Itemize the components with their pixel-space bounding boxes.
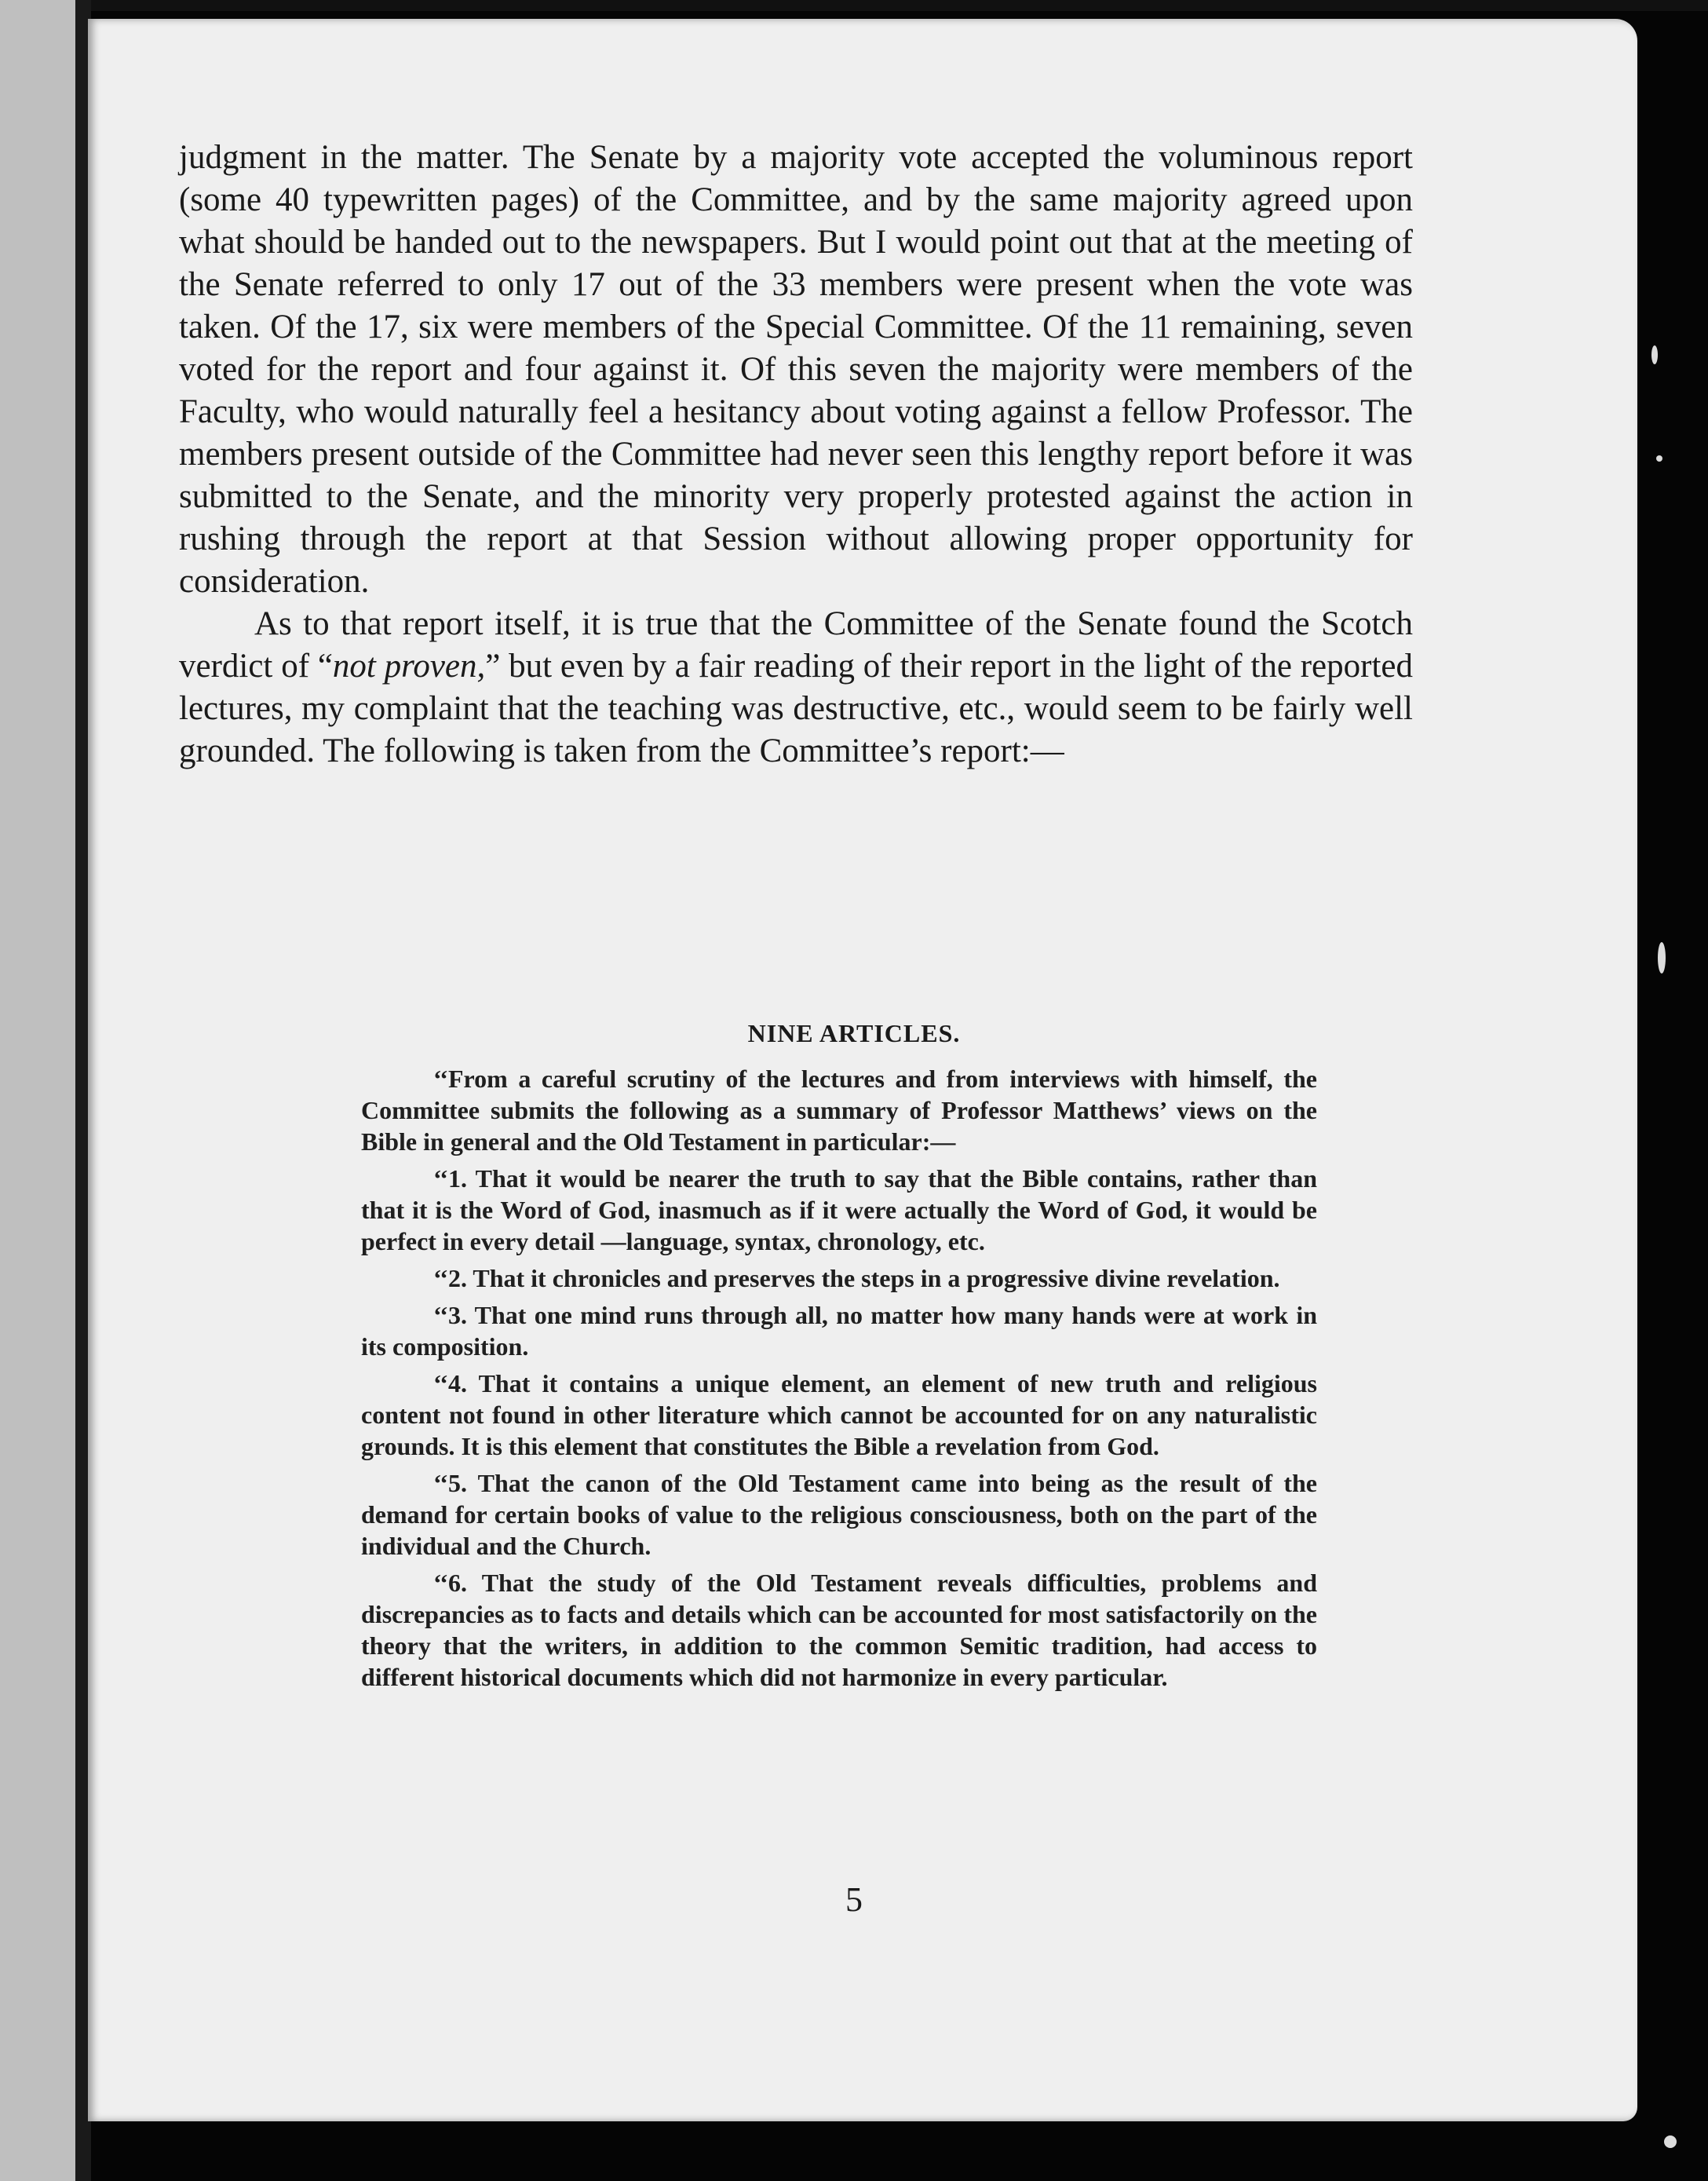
italic-phrase: not proven,	[332, 648, 486, 685]
scan-speck	[1664, 2135, 1677, 2148]
quote-paragraph: ‘‘From a careful scrutiny of the lectures and from interviews with himself, the Committee submits the following as a summary of Professor Matthews’ views on the Bible in general and the Old Testament in particular:—	[361, 1065, 1317, 1156]
quote-paragraph: ‘‘3. That one mind runs through all, no matter how many hands were at work in its composition.	[361, 1301, 1317, 1361]
page-number: 5	[845, 1880, 863, 1919]
scan-speck	[1658, 942, 1666, 974]
quote-paragraph: ‘‘6. That the study of the Old Testament reveals difficulties, problems and discrepancies as to facts and details which can be accounted for most satisfactorily on the theory that the writers, in addition to the common Semitic tradition, had access to different historical documents which did not harmonize in every particular.	[361, 1569, 1317, 1691]
scan-speck	[1656, 455, 1662, 462]
body-paragraph	[179, 603, 1413, 773]
scan-top-border	[0, 0, 1708, 11]
quote-paragraph: ‘‘4. That it contains a unique element, an element of new truth and religious content not found in other literature which cannot be accounted for on any naturalistic grounds. It is this element that constitutes the Bible a revelation from God.	[361, 1369, 1317, 1460]
quoted-report	[361, 1063, 1317, 1698]
scan-speck	[1651, 345, 1658, 364]
body-text	[179, 137, 1413, 773]
quote-paragraph: ‘‘1. That it would be nearer the truth to say that the Bible contains, rather than that it is the Word of God, inasmuch as if it were actually the Word of God, it would be perfect in every detail —language, syntax, chronology, etc.	[361, 1164, 1317, 1255]
body-paragraph: judgment in the matter. The Senate by a majority vote accepted the voluminous report (some 40 typewritten pages) of the Committee, and by the same majority agreed upon what should be handed out to the newspapers. But I would point out that at the meeting of the Senate referred to only 17 out of the 33 members were present when the vote was taken. Of the 17, six were members of the Special Committee. Of the 11 remaining, seven voted for the report and four against it. Of this seven the majority were members of the Faculty, who would naturally feel a hesitancy about voting against a fellow Professor. The members present outside of the Committee had never seen this lengthy report before it was submitted to the Senate, and the minority very properly protested against the action in rushing through the report at that Session without allowing proper opportunity for consideration.	[179, 139, 1413, 600]
quote-paragraph: ‘‘5. That the canon of the Old Testament came into being as the result of the demand for certain books of value to the religious consciousness, both on the part of the individual and the Church.	[361, 1469, 1317, 1560]
section-heading: NINE ARTICLES.	[747, 1019, 961, 1047]
facing-page-edge	[0, 0, 78, 2181]
quote-paragraph: ‘‘2. That it chronicles and preserves the steps in a progressive divine revelation.	[433, 1264, 1280, 1292]
body-text-run: ” but even by a fair reading of their report in the light of the reported lectures, my complaint that the teaching was destructive, etc., would seem to be fairly well grounded. The following is taken from the Committee’s report:—	[179, 648, 1413, 769]
body-text-run: As to that report itself, it is true that the Committee of the Senate found the Scotch verdict of “	[179, 605, 1413, 685]
